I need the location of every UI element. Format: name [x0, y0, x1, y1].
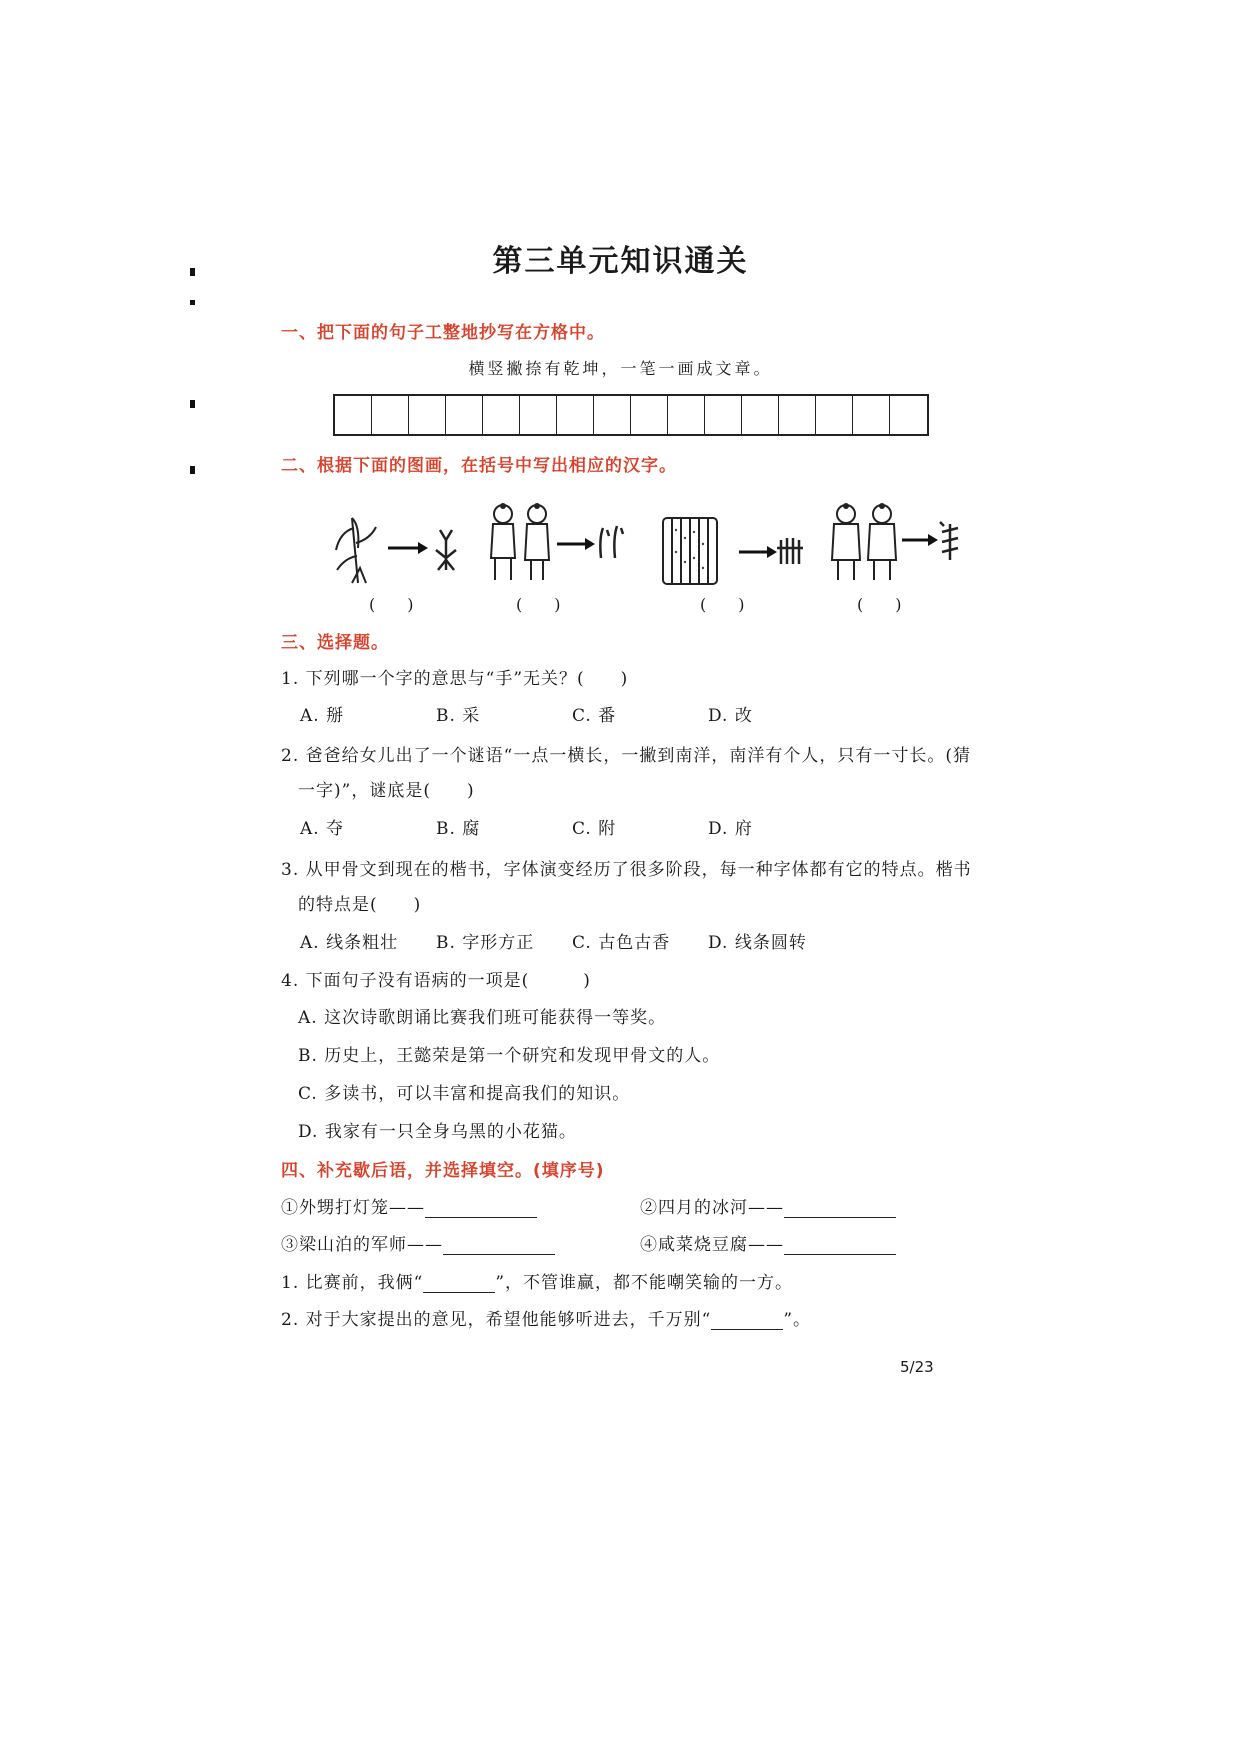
bamboo-slips-picture: [655, 508, 805, 588]
grid-cell[interactable]: [372, 396, 409, 434]
xiehouyu-blank[interactable]: [784, 1217, 896, 1218]
q2-option-b[interactable]: B. 腐: [436, 819, 481, 839]
margin-dot: [190, 400, 195, 408]
grid-cell[interactable]: [335, 396, 372, 434]
question-3-line1: 3. 从甲骨文到现在的楷书，字体演变经历了很多阶段，每一种字体都有它的特点。楷书: [281, 860, 972, 880]
question-4: 4. 下面句子没有语病的一项是( ): [281, 971, 591, 991]
q3-option-b[interactable]: B. 字形方正: [436, 933, 535, 953]
q3-option-d[interactable]: D. 线条圆转: [708, 933, 807, 953]
xiehouyu-text: ④咸菜烧豆腐——: [640, 1235, 784, 1255]
q3-option-a[interactable]: A. 线条粗壮: [300, 933, 399, 953]
question-2-line2: 一字)”，谜底是( ): [298, 781, 475, 801]
answer-blank-4[interactable]: ( ): [857, 595, 902, 614]
fill-sentence-1: [281, 1268, 793, 1293]
q2-option-d[interactable]: D. 府: [708, 819, 753, 839]
section1-heading: 一、把下面的句子工整地抄写在方格中。: [281, 323, 605, 343]
q3-option-c[interactable]: C. 古色古香: [572, 933, 671, 953]
grid-cell[interactable]: [557, 396, 594, 434]
fill-sentence-2-start: 2. 对于大家提出的意见，希望他能够听进去，千万别“: [281, 1310, 712, 1330]
grid-cell[interactable]: [409, 396, 446, 434]
margin-dot: [190, 466, 195, 474]
copy-grid[interactable]: [333, 394, 929, 436]
children-picture: [485, 500, 625, 588]
fill-sentence-1-end: ”，不管谁赢，都不能嘲笑输的一方。: [495, 1273, 794, 1293]
page-title: 第三单元知识通关: [492, 244, 749, 279]
section3-heading: 三、选择题。: [281, 633, 389, 653]
grid-cell[interactable]: [594, 396, 631, 434]
xiehouyu-item-1: [281, 1193, 537, 1218]
fill-blank-1[interactable]: [423, 1292, 495, 1293]
question-1: 1. 下列哪一个字的意思与“手”无关？( ): [281, 669, 629, 689]
xiehouyu-blank[interactable]: [443, 1254, 555, 1255]
xiehouyu-text: ②四月的冰河——: [640, 1198, 784, 1218]
grid-cell[interactable]: [816, 396, 853, 434]
fill-sentence-1-start: 1. 比赛前，我俩“: [281, 1273, 424, 1293]
xiehouyu-item-3: [281, 1230, 555, 1255]
xiehouyu-item-2: [640, 1193, 896, 1218]
grid-cell[interactable]: [483, 396, 520, 434]
grid-cell[interactable]: [631, 396, 668, 434]
section2-heading: 二、根据下面的图画，在括号中写出相应的汉字。: [281, 456, 677, 476]
q4-option-b[interactable]: B. 历史上，王懿荣是第一个研究和发现甲骨文的人。: [298, 1046, 721, 1066]
xiehouyu-blank[interactable]: [784, 1254, 896, 1255]
xiehouyu-text: ③梁山泊的军师——: [281, 1235, 443, 1255]
grain-picture: [330, 508, 460, 588]
q1-option-d[interactable]: D. 改: [708, 706, 753, 726]
fill-sentence-2: [281, 1305, 811, 1330]
answer-blank-3[interactable]: ( ): [700, 595, 745, 614]
q4-option-c[interactable]: C. 多读书，可以丰富和提高我们的知识。: [298, 1084, 631, 1104]
copy-sentence: 横竖撇捺有乾坤，一笔一画成文章。: [468, 359, 773, 378]
answer-blank-2[interactable]: ( ): [516, 595, 561, 614]
question-3-line2: 的特点是( ): [298, 895, 422, 915]
grid-cell[interactable]: [779, 396, 816, 434]
students-picture: [826, 500, 976, 588]
q1-option-c[interactable]: C. 番: [572, 706, 617, 726]
answer-blank-1[interactable]: ( ): [369, 595, 414, 614]
page-number: 5/23: [900, 1358, 934, 1376]
fill-blank-2[interactable]: [711, 1329, 783, 1330]
grid-cell[interactable]: [446, 396, 483, 434]
grid-cell[interactable]: [668, 396, 705, 434]
q2-option-a[interactable]: A. 夺: [300, 819, 345, 839]
grid-cell[interactable]: [742, 396, 779, 434]
fill-sentence-2-end: ”。: [783, 1310, 812, 1330]
section4-heading: 四、补充歇后语，并选择填空。(填序号): [281, 1161, 605, 1181]
q1-option-b[interactable]: B. 采: [436, 706, 481, 726]
q4-option-a[interactable]: A. 这次诗歌朗诵比赛我们班可能获得一等奖。: [298, 1008, 667, 1028]
grid-cell[interactable]: [853, 396, 890, 434]
xiehouyu-item-4: [640, 1230, 896, 1255]
q4-option-d[interactable]: D. 我家有一只全身乌黑的小花猫。: [298, 1122, 577, 1142]
xiehouyu-blank[interactable]: [425, 1217, 537, 1218]
margin-dot: [190, 300, 195, 305]
q2-option-c[interactable]: C. 附: [572, 819, 617, 839]
q1-option-a[interactable]: A. 掰: [300, 706, 345, 726]
grid-cell[interactable]: [520, 396, 557, 434]
question-2-line1: 2. 爸爸给女儿出了一个谜语“一点一横长，一撇到南洋，南洋有个人，只有一寸长。(猜: [281, 746, 971, 766]
grid-cell[interactable]: [890, 396, 927, 434]
xiehouyu-text: ①外甥打灯笼——: [281, 1198, 425, 1218]
grid-cell[interactable]: [705, 396, 742, 434]
